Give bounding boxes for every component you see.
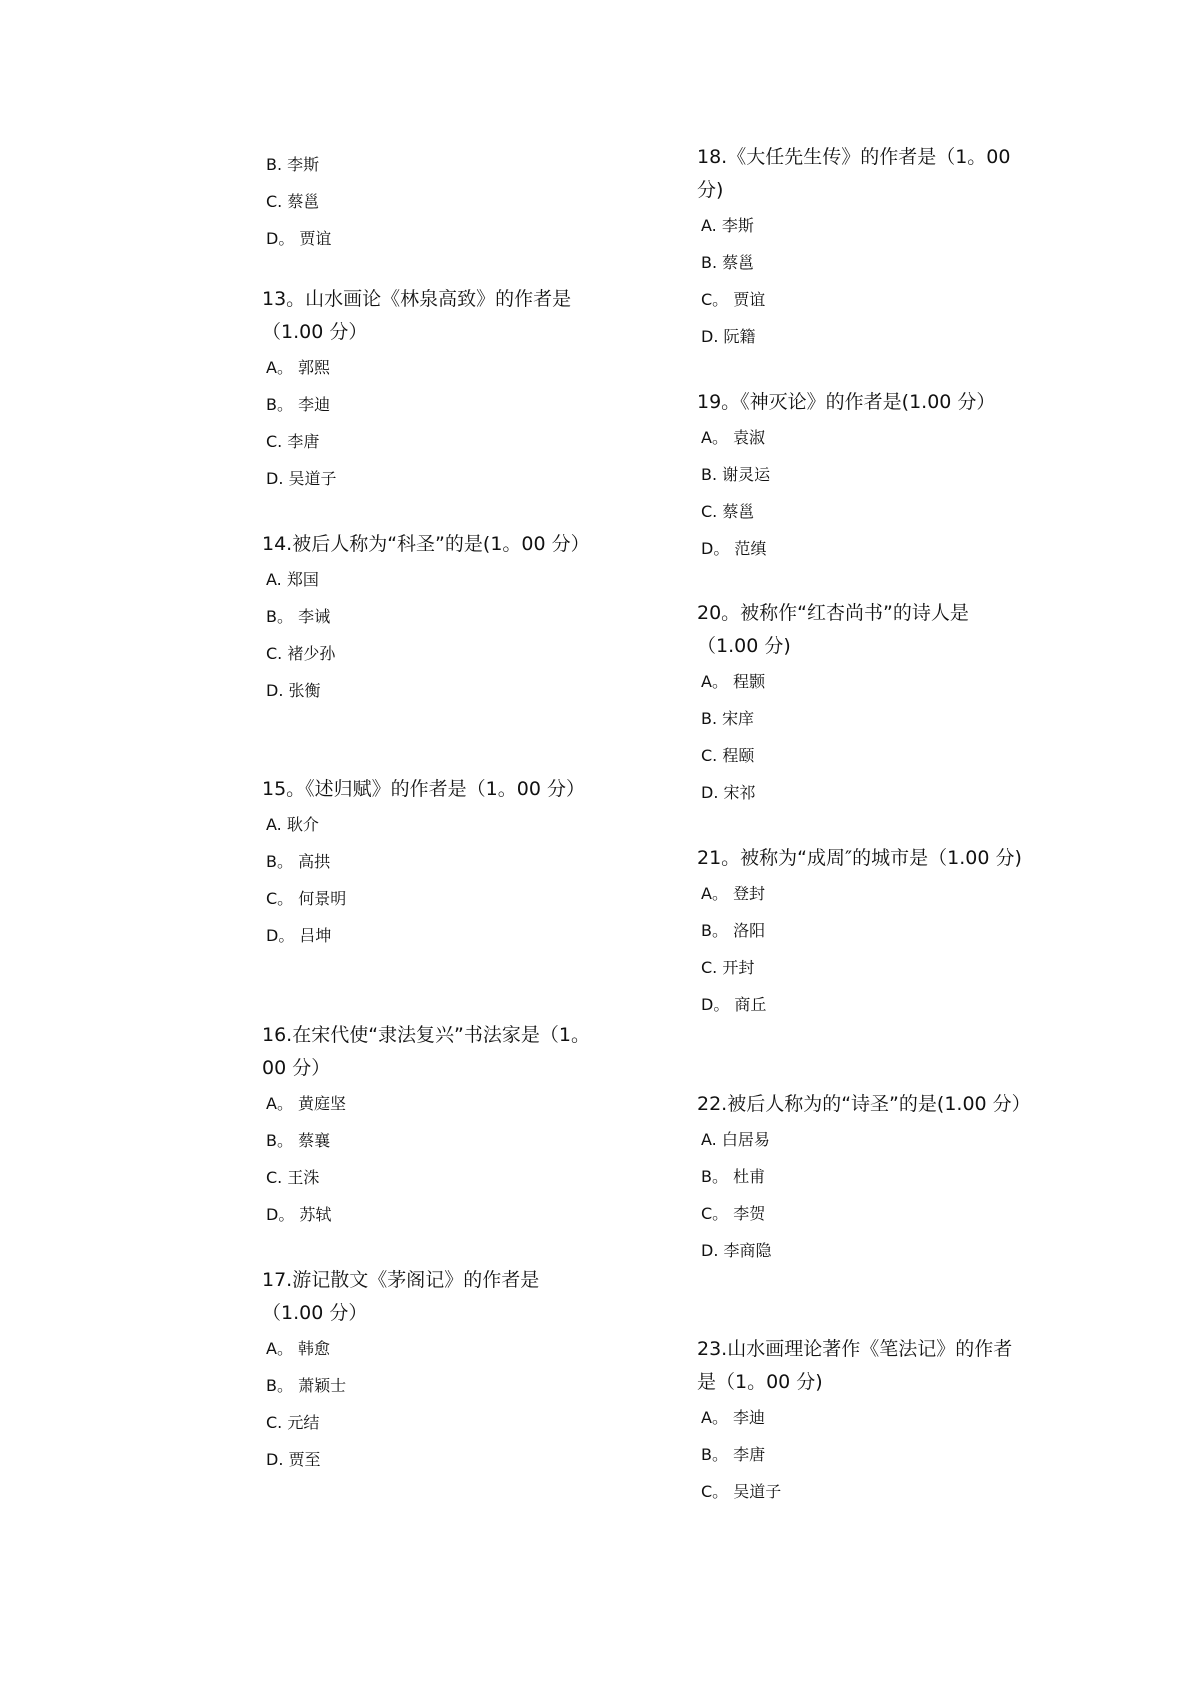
option bbox=[262, 635, 592, 672]
option bbox=[697, 1436, 1027, 1473]
option-text: C. 蔡邕 bbox=[701, 502, 755, 521]
option-text: C. 李唐 bbox=[266, 432, 320, 451]
option-text: C。 贾谊 bbox=[701, 290, 766, 309]
option-text: B. 蔡邕 bbox=[701, 253, 755, 272]
question-16 bbox=[262, 1019, 592, 1233]
option-text: A。 韩愈 bbox=[266, 1339, 331, 1358]
option bbox=[697, 1232, 1027, 1269]
option bbox=[697, 912, 1027, 949]
question-title: 17.游记散文《茅阁记》的作者是（1.00 分） bbox=[262, 1269, 540, 1324]
question-title: 19。《神灭论》的作者是(1.00 分） bbox=[697, 391, 996, 413]
option-text: D. 吴道子 bbox=[266, 469, 337, 488]
option bbox=[262, 1404, 592, 1441]
option-text: D. 贾至 bbox=[266, 1450, 321, 1469]
option bbox=[262, 1122, 592, 1159]
option-text: A。 程颢 bbox=[701, 672, 766, 691]
question-13 bbox=[262, 283, 592, 497]
option bbox=[697, 244, 1027, 281]
option bbox=[262, 1367, 592, 1404]
option-text: D. 张衡 bbox=[266, 681, 321, 700]
option bbox=[697, 1473, 1027, 1510]
question-title: 15。《述归赋》的作者是（1。00 分） bbox=[262, 778, 585, 800]
question-21 bbox=[697, 842, 1027, 1023]
option-text: B。 高拱 bbox=[266, 852, 331, 871]
option bbox=[697, 1399, 1027, 1436]
option-text: D。 吕坤 bbox=[266, 926, 332, 945]
question-19 bbox=[697, 386, 1027, 567]
option-text: C. 褚少孙 bbox=[266, 644, 336, 663]
option bbox=[262, 423, 592, 460]
option-text: B。 洛阳 bbox=[701, 921, 766, 940]
option-text: B. 谢灵运 bbox=[701, 465, 771, 484]
option bbox=[697, 737, 1027, 774]
option-text: C. 元结 bbox=[266, 1413, 320, 1432]
question-14 bbox=[262, 528, 592, 709]
question-15 bbox=[262, 773, 592, 954]
option bbox=[262, 1085, 592, 1122]
option bbox=[262, 460, 592, 497]
option bbox=[262, 806, 592, 843]
option-text: A。 郭熙 bbox=[266, 358, 331, 377]
question-title: 22.被后人称为的“诗圣”的是(1.00 分） bbox=[697, 1093, 1031, 1115]
option bbox=[697, 700, 1027, 737]
option bbox=[262, 843, 592, 880]
option bbox=[697, 986, 1027, 1023]
question-title: 13。山水画论《林泉高致》的作者是（1.00 分） bbox=[262, 288, 572, 343]
option bbox=[697, 318, 1027, 355]
option bbox=[262, 220, 592, 257]
option bbox=[697, 875, 1027, 912]
option bbox=[262, 1330, 592, 1367]
option bbox=[262, 880, 592, 917]
option bbox=[697, 949, 1027, 986]
option-text: A. 耿介 bbox=[266, 815, 319, 834]
option-text: A. 郑国 bbox=[266, 570, 319, 589]
option bbox=[262, 598, 592, 635]
option-text: A. 李斯 bbox=[701, 216, 754, 235]
option-text: C. 程颐 bbox=[701, 746, 755, 765]
option bbox=[697, 774, 1027, 811]
question-title: 14.被后人称为“科圣”的是(1。00 分） bbox=[262, 533, 590, 555]
option bbox=[262, 561, 592, 598]
option bbox=[262, 146, 592, 183]
option-text: B。 李迪 bbox=[266, 395, 331, 414]
option-text: B。 萧颖士 bbox=[266, 1376, 347, 1395]
option-text: C。 何景明 bbox=[266, 889, 347, 908]
option-text: D. 阮籍 bbox=[701, 327, 756, 346]
option-text: D. 宋祁 bbox=[701, 783, 756, 802]
option bbox=[697, 493, 1027, 530]
question-23 bbox=[697, 1333, 1027, 1510]
option bbox=[262, 917, 592, 954]
option-text: C。 李贺 bbox=[701, 1204, 766, 1223]
question-title: 16.在宋代使“隶法复兴”书法家是（1。00 分） bbox=[262, 1024, 590, 1079]
question-17 bbox=[262, 1264, 592, 1478]
option bbox=[697, 207, 1027, 244]
option-text: A。 黄庭坚 bbox=[266, 1094, 347, 1113]
option bbox=[697, 1195, 1027, 1232]
option-text: A。 登封 bbox=[701, 884, 766, 903]
option bbox=[697, 419, 1027, 456]
option-text: B。 杜甫 bbox=[701, 1167, 766, 1186]
option bbox=[697, 663, 1027, 700]
option-text: B. 李斯 bbox=[266, 155, 320, 174]
option bbox=[697, 1121, 1027, 1158]
option-text: D。 范缜 bbox=[701, 539, 767, 558]
option bbox=[262, 1159, 592, 1196]
question-title: 20。被称作“红杏尚书”的诗人是（1.00 分) bbox=[697, 602, 969, 657]
option bbox=[262, 386, 592, 423]
option-text: A。 袁淑 bbox=[701, 428, 766, 447]
option bbox=[697, 281, 1027, 318]
option-text: D。 苏轼 bbox=[266, 1205, 332, 1224]
option bbox=[262, 1441, 592, 1478]
option-text: C. 王洙 bbox=[266, 1168, 320, 1187]
question-title: 18.《大任先生传》的作者是（1。00 分) bbox=[697, 146, 1011, 201]
option-text: A. 白居易 bbox=[701, 1130, 770, 1149]
question-title: 23.山水画理论著作《笔法记》的作者是（1。00 分) bbox=[697, 1338, 1013, 1393]
option-text: C。 吴道子 bbox=[701, 1482, 782, 1501]
question-22 bbox=[697, 1088, 1031, 1269]
option bbox=[697, 1158, 1027, 1195]
option-text: C. 蔡邕 bbox=[266, 192, 320, 211]
question-12-tail bbox=[262, 146, 592, 257]
question-20 bbox=[697, 597, 1027, 811]
option bbox=[697, 530, 1027, 567]
option-text: A。 李迪 bbox=[701, 1408, 766, 1427]
option-text: B。 李诫 bbox=[266, 607, 331, 626]
option bbox=[262, 349, 592, 386]
option bbox=[697, 456, 1027, 493]
option-text: B。 李唐 bbox=[701, 1445, 766, 1464]
question-title: 21。被称为“成周″的城市是（1.00 分) bbox=[697, 847, 1022, 869]
option bbox=[262, 672, 592, 709]
option bbox=[262, 1196, 592, 1233]
question-18 bbox=[697, 141, 1027, 355]
option bbox=[262, 183, 592, 220]
option-text: B. 宋庠 bbox=[701, 709, 755, 728]
option-text: D. 李商隐 bbox=[701, 1241, 772, 1260]
option-text: D。 贾谊 bbox=[266, 229, 332, 248]
option-text: B。 蔡襄 bbox=[266, 1131, 331, 1150]
option-text: D。 商丘 bbox=[701, 995, 767, 1014]
option-text: C. 开封 bbox=[701, 958, 755, 977]
